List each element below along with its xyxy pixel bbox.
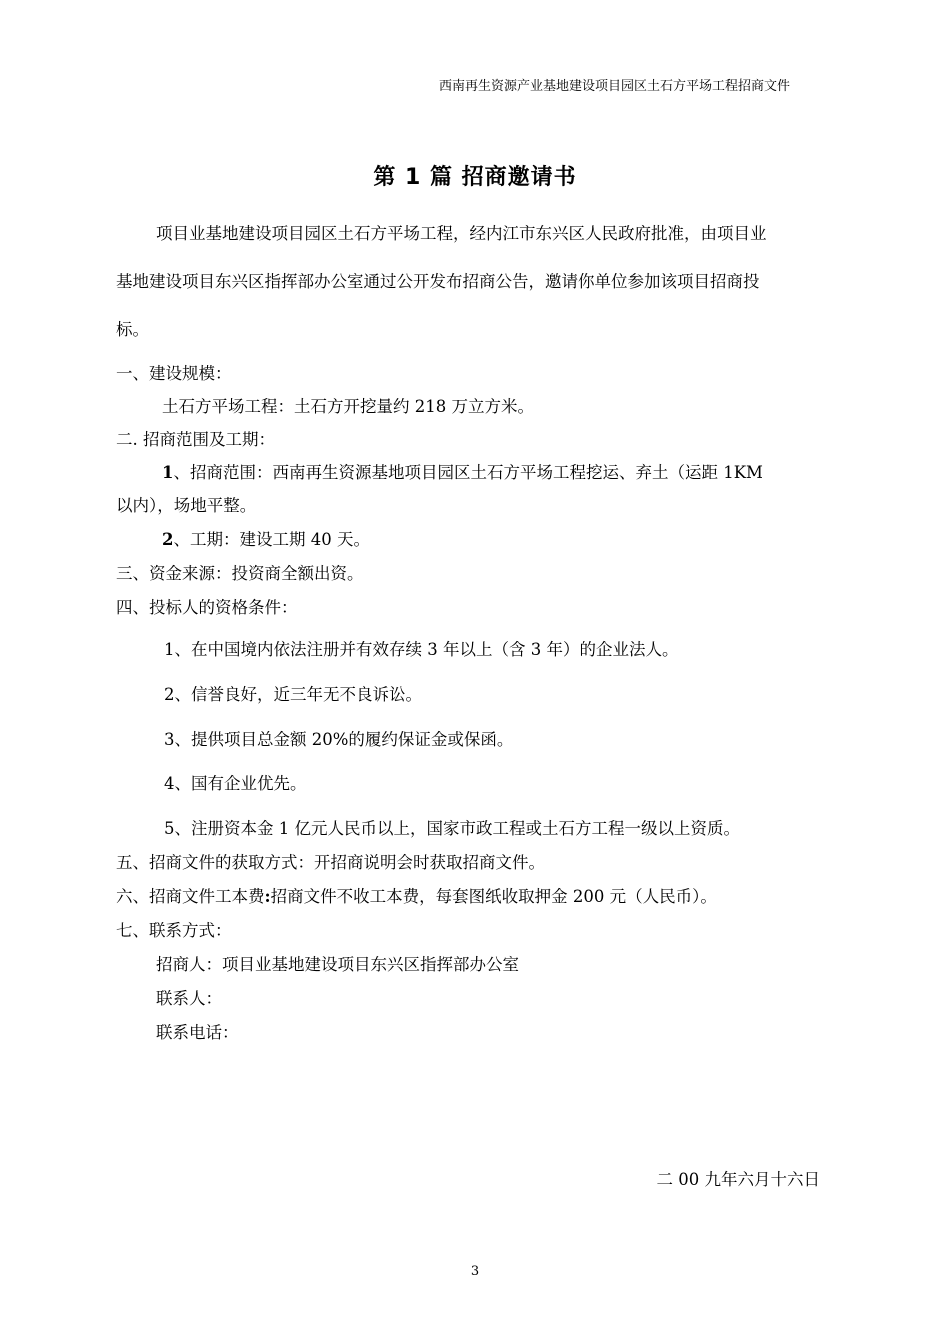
- scale-heading: 一、建设规模：: [116, 364, 232, 383]
- intro-line-2: 基地建设项目东兴区指挥部办公室通过公开发布招商公告，邀请你单位参加该项目招商投: [116, 272, 760, 291]
- funding-line: 三、资金来源：投资商全额出资。: [116, 564, 364, 583]
- qualification-item: 4、国有企业优先。: [164, 774, 307, 793]
- running-header: 西南再生资源产业基地建设项目园区土石方平场工程招商文件: [438, 79, 790, 94]
- scope-item-2: [162, 528, 370, 552]
- scope-heading: 二. 招商范围及工期：: [116, 430, 275, 449]
- scale-text: 土石方平场工程：土石方开挖量约 218 万立方米。: [162, 397, 534, 416]
- scope-item-1-number: 1: [162, 463, 174, 482]
- contact-person: 联系人：: [156, 989, 222, 1008]
- fee-line: [116, 885, 717, 909]
- contact-organization: 招商人：项目业基地建设项目东兴区指挥部办公室: [156, 955, 519, 974]
- fee-colon: :: [264, 887, 271, 906]
- contact-heading: 七、联系方式：: [116, 921, 232, 940]
- fee-label: 六、招商文件工本费: [116, 887, 265, 906]
- page-number: 3: [470, 1264, 480, 1279]
- qualification-item: 1、在中国境内依法注册并有效存续 3 年以上（含 3 年）的企业法人。: [164, 640, 679, 659]
- qualification-item: 5、注册资本金 1 亿元人民币以上，国家市政工程或土石方工程一级以上资质。: [164, 819, 740, 838]
- page-title: 第 1 篇 招商邀请书: [373, 165, 577, 190]
- scope-item-2-number: 2: [162, 530, 174, 549]
- scope-item-2-text: 、工期：建设工期 40 天。: [173, 530, 370, 549]
- scope-item-1-continued: 以内），场地平整。: [116, 496, 257, 515]
- document-date: 二 00 九年六月十六日: [656, 1170, 820, 1189]
- scope-item-1: [162, 461, 763, 485]
- header-rule: [112, 100, 828, 101]
- intro-line-3: 标。: [116, 320, 149, 339]
- obtain-line: 五、招商文件的获取方式：开招商说明会时获取招商文件。: [116, 853, 545, 872]
- scope-item-1-text: 、招商范围：西南再生资源基地项目园区土石方平场工程挖运、弃土（运距 1KM: [173, 463, 763, 482]
- qualification-heading: 四、投标人的资格条件：: [116, 598, 298, 617]
- contact-phone: 联系电话：: [156, 1023, 239, 1042]
- intro-line-1: 项目业基地建设项目园区土石方平场工程，经内江市东兴区人民政府批准，由项目业: [156, 224, 767, 243]
- fee-text: 招商文件不收工本费，每套图纸收取押金 200 元（人民币）。: [270, 887, 717, 906]
- qualification-item: 2、信誉良好，近三年无不良诉讼。: [164, 685, 422, 704]
- qualification-item: 3、提供项目总金额 20%的履约保证金或保函。: [164, 730, 514, 749]
